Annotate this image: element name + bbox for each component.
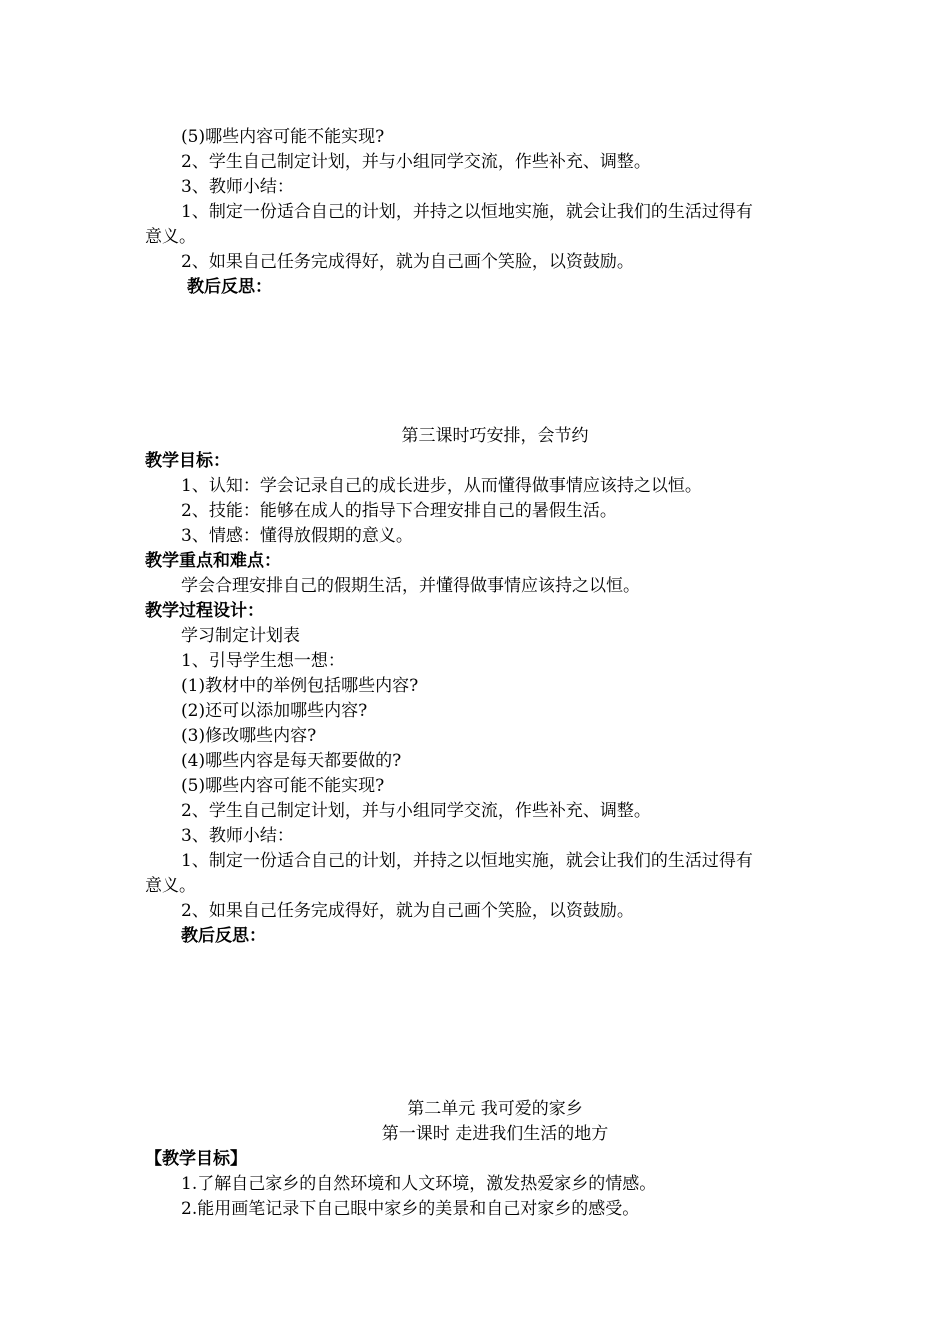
goal-item: 3、情感：懂得放假期的意义。 [181,526,413,546]
process-item: (5)哪些内容可能不能实现? [181,776,385,796]
goal-item: 1.了解自己家乡的自然环境和人文环境，激发热爱家乡的情感。 [181,1174,657,1194]
process-item: (4)哪些内容是每天都要做的? [181,751,402,771]
keypoints-text: 学会合理安排自己的假期生活，并懂得做事情应该持之以恒。 [181,576,640,596]
reflection-heading: 教后反思： [181,926,266,946]
process-item: 3、教师小结： [181,826,294,846]
process-item: 意义。 [145,876,196,896]
process-item: (2)还可以添加哪些内容? [181,701,368,721]
goals-heading: 教学目标： [145,451,230,471]
keypoints-heading: 教学重点和难点： [145,551,281,571]
goal-item: 2.能用画笔记录下自己眼中家乡的美景和自己对家乡的感受。 [181,1199,640,1219]
goals-heading: 【教学目标】 [145,1149,247,1169]
goal-item: 2、技能：能够在成人的指导下合理安排自己的暑假生活。 [181,501,617,521]
text-line: 2、学生自己制定计划，并与小组同学交流，作些补充、调整。 [181,152,651,172]
process-item: 2、学生自己制定计划，并与小组同学交流，作些补充、调整。 [181,801,651,821]
text-line: 意义。 [145,227,196,247]
process-item: (3)修改哪些内容? [181,726,317,746]
process-item: 1、引导学生想一想： [181,651,345,671]
goal-item: 1、认知：学会记录自己的成长进步，从而懂得做事情应该持之以恒。 [181,476,702,496]
text-line: (5)哪些内容可能不能实现? [181,127,385,147]
process-item: 1、制定一份适合自己的计划，并持之以恒地实施，就会让我们的生活过得有 [181,851,753,871]
process-item: 2、如果自己任务完成得好，就为自己画个笑脸，以资鼓励。 [181,901,634,921]
unit-title: 第二单元 我可爱的家乡 [407,1099,583,1119]
text-line: 2、如果自己任务完成得好，就为自己画个笑脸，以资鼓励。 [181,252,634,272]
process-heading: 教学过程设计： [145,601,264,621]
reflection-heading: 教后反思： [187,277,272,297]
process-item: 学习制定计划表 [181,626,300,646]
lesson-title: 第一课时 走进我们生活的地方 [381,1124,609,1144]
text-line: 3、教师小结： [181,177,294,197]
lesson-title: 第三课时巧安排，会节约 [401,426,589,446]
text-line: 1、制定一份适合自己的计划，并持之以恒地实施，就会让我们的生活过得有 [181,202,753,222]
process-item: (1)教材中的举例包括哪些内容? [181,676,419,696]
